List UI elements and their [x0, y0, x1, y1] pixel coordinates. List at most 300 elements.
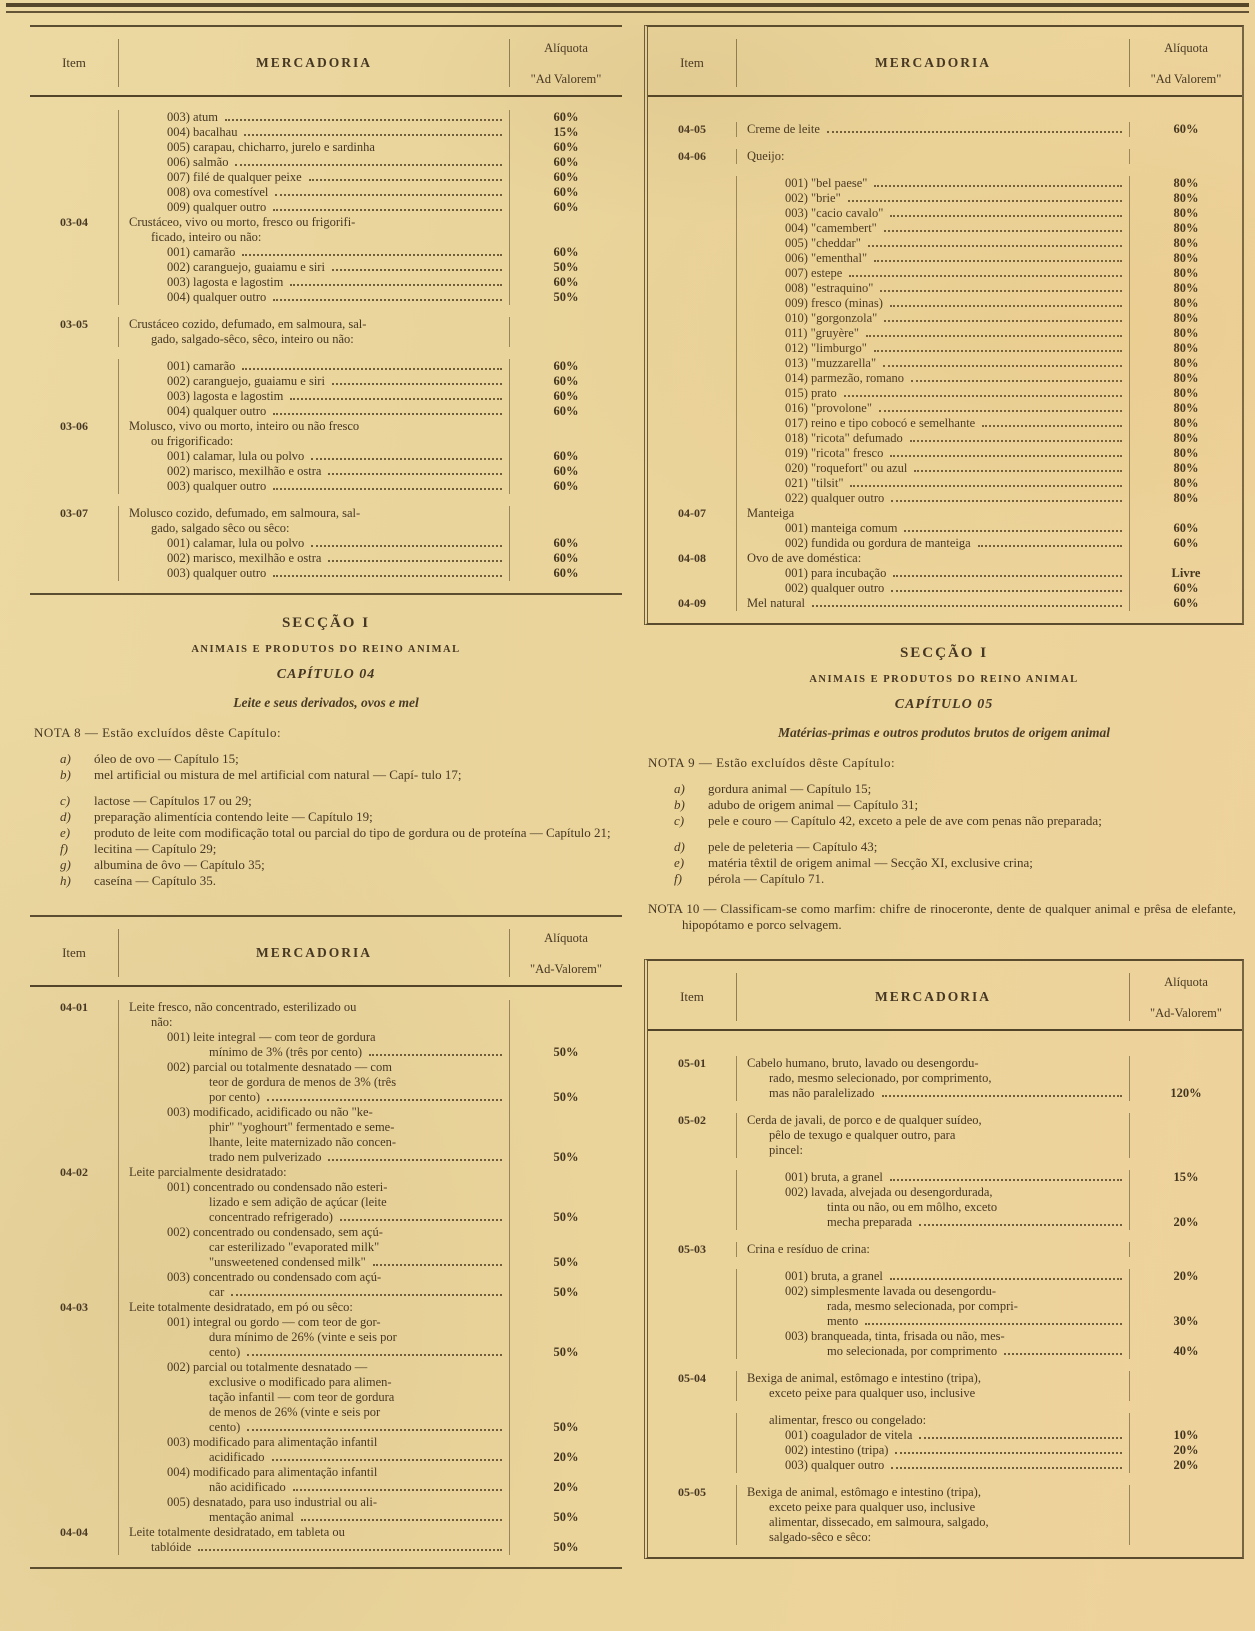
row-item-code [648, 1314, 737, 1329]
table-row [648, 371, 1242, 386]
dotted-leader [910, 440, 1122, 442]
table-row [30, 506, 622, 521]
table-row [648, 251, 1242, 266]
table-row [30, 1075, 622, 1090]
table-row [30, 1240, 622, 1255]
row-description-text: "unsweetened condensed milk" [209, 1255, 366, 1269]
row-description-text: mas não paralelizado [769, 1086, 875, 1100]
table-row [30, 1465, 622, 1480]
table-row [648, 236, 1242, 251]
note-item-letter: h) [60, 873, 71, 888]
table-header [648, 961, 1242, 1031]
row-description-text: Crustáceo cozido, defumado, em salmoura, sal- [129, 317, 367, 331]
rate-header-line2: "Ad Valorem" [530, 72, 602, 86]
row-item-code [648, 371, 737, 386]
row-description [119, 1435, 510, 1450]
note-item-letter: b) [674, 797, 685, 812]
row-description-text: 009) qualquer outro [167, 200, 267, 214]
row-rate: 30% [1173, 1314, 1199, 1328]
table-row [30, 1030, 622, 1045]
row-item-code [648, 1269, 737, 1284]
row-description-text: mentação animal [209, 1510, 295, 1524]
section-subtitle: ANIMAIS E PRODUTOS DO REINO ANIMAL [809, 674, 1079, 685]
table-row [30, 1360, 622, 1375]
column-header-merchandise: MERCADORIA [737, 39, 1130, 87]
table-row [30, 1510, 622, 1525]
row-rate: 50% [553, 1045, 579, 1059]
row-description [737, 206, 1130, 221]
row-item-code [648, 1500, 737, 1515]
table-row [648, 1500, 1242, 1515]
row-item-code [648, 431, 737, 446]
dotted-leader [982, 425, 1122, 427]
row-item-code: 04-08 [648, 551, 737, 566]
table-milk-products [30, 915, 622, 1569]
row-description [737, 581, 1130, 596]
row-description-text: 002) parcial ou totalmente desnatado — [167, 1360, 368, 1374]
dotted-leader [332, 269, 502, 271]
section-capitulo-04 [30, 595, 622, 903]
dotted-leader [890, 455, 1122, 457]
row-rate: 60% [553, 464, 579, 478]
row-rate: 80% [1173, 446, 1199, 460]
row-description-text: 002) caranguejo, guaiamu e siri [167, 374, 325, 388]
row-item-code: 05-01 [648, 1056, 737, 1071]
table-row [30, 1390, 622, 1405]
row-description [737, 1413, 1130, 1428]
row-rate: 80% [1173, 236, 1199, 250]
row-rate: 80% [1173, 401, 1199, 415]
row-rate: 20% [1173, 1215, 1199, 1229]
row-description-text: 002) "brie" [785, 191, 841, 205]
dotted-leader [904, 530, 1122, 532]
dotted-leader [879, 410, 1122, 412]
row-description [119, 1360, 510, 1375]
row-description [737, 221, 1130, 236]
row-item-code [648, 1071, 737, 1086]
row-description [737, 476, 1130, 491]
row-description [119, 170, 510, 185]
row-rate: 60% [553, 389, 579, 403]
row-description-text: Leite parcialmente desidratado: [129, 1165, 287, 1179]
chapter-description: Matérias-primas e outros produtos brutos de origem animal [778, 725, 1110, 740]
row-item-code [648, 1284, 737, 1299]
dotted-leader [290, 398, 502, 400]
row-rate: 20% [1173, 1458, 1199, 1472]
row-rate: 50% [553, 1540, 579, 1554]
table-row [648, 266, 1242, 281]
row-rate: 50% [553, 1420, 579, 1434]
row-item-code [30, 1255, 119, 1270]
note-item-text: pele e couro — Capítulo 42, exceto a pele de ave com penas não preparada; [708, 813, 1102, 828]
row-description-text: 003) lagosta e lagostim [167, 275, 284, 289]
note-item [60, 873, 612, 889]
chapter-title: CAPÍTULO 05 [894, 697, 994, 712]
row-description-text: 013) "muzzarella" [785, 356, 877, 370]
row-description [737, 1386, 1130, 1401]
row-description [119, 1270, 510, 1285]
dotted-leader [891, 590, 1122, 592]
dotted-leader [895, 1452, 1122, 1454]
row-item-code [648, 326, 737, 341]
row-item-code [648, 1344, 737, 1359]
table-row [30, 1255, 622, 1270]
row-item-code [30, 1480, 119, 1495]
row-description-text: 002) intestino (tripa) [785, 1443, 889, 1457]
row-description [119, 1480, 510, 1495]
dotted-leader [328, 473, 502, 475]
table-row [30, 1540, 622, 1555]
row-description [119, 521, 510, 536]
row-description-text: phir" "yoghourt" fermentado e seme- [209, 1120, 395, 1134]
row-description [119, 1090, 510, 1105]
row-rate: 60% [553, 185, 579, 199]
dotted-leader [309, 179, 502, 181]
row-description-text: 005) "cheddar" [785, 236, 861, 250]
row-description [737, 1299, 1130, 1314]
row-rate: 80% [1173, 296, 1199, 310]
row-description-text: pincel: [769, 1143, 804, 1157]
row-item-code [648, 416, 737, 431]
row-rate: 40% [1173, 1344, 1199, 1358]
row-description-text: 001) bruta, a granel [785, 1269, 883, 1283]
table-row [30, 215, 622, 230]
row-description-text: 010) "gorgonzola" [785, 311, 878, 325]
row-item-code [648, 1299, 737, 1314]
left-column [30, 13, 622, 1569]
section-capitulo-05 [644, 625, 1244, 947]
dotted-leader [369, 1054, 502, 1056]
row-item-code [30, 1225, 119, 1240]
row-rate: 80% [1173, 431, 1199, 445]
dotted-leader [891, 1467, 1122, 1469]
row-description [119, 317, 510, 332]
section-title: SECÇÃO I [899, 645, 989, 661]
dotted-leader [880, 290, 1122, 292]
row-description [737, 1344, 1130, 1359]
row-rate: 60% [553, 140, 579, 154]
column-header-rate [510, 39, 622, 87]
table-row [30, 110, 622, 125]
note-item [674, 871, 1234, 887]
dotted-leader [890, 215, 1122, 217]
row-description-text: ficado, inteiro ou não: [151, 230, 262, 244]
row-description [737, 1329, 1130, 1344]
row-description-text: 009) fresco (minas) [785, 296, 883, 310]
row-description [737, 1530, 1130, 1545]
row-description [119, 260, 510, 275]
table-body [30, 97, 622, 593]
table-row [648, 506, 1242, 521]
row-description-text: 017) reino e tipo cobocó e semelhante [785, 416, 976, 430]
note-item [60, 857, 612, 873]
row-rate: 60% [553, 374, 579, 388]
row-description-text: Cabelo humano, bruto, lavado ou desengordu- [747, 1056, 979, 1070]
nota-9-title: NOTA 9 — Estão excluídos dêste Capítulo: [648, 755, 896, 770]
row-description-text: não acidificado [209, 1480, 286, 1494]
row-description-text: exceto peixe para qualquer uso, inclusive [769, 1386, 976, 1400]
row-description [737, 1185, 1130, 1200]
row-description [119, 290, 510, 305]
dotted-leader [890, 1278, 1122, 1280]
table-row [648, 356, 1242, 371]
row-description [737, 1515, 1130, 1530]
row-rate: 80% [1173, 266, 1199, 280]
row-rate: 80% [1173, 176, 1199, 190]
row-description-text: 003) atum [167, 110, 219, 124]
dotted-leader [874, 185, 1122, 187]
row-item-code [30, 389, 119, 404]
table-row [648, 536, 1242, 551]
row-item-code [30, 1330, 119, 1345]
row-rate: 60% [553, 479, 579, 493]
table-header [30, 27, 622, 97]
row-description [737, 416, 1130, 431]
row-description-text: trado nem pulverizado [209, 1150, 322, 1164]
row-item-code [648, 206, 737, 221]
row-item-code [648, 1185, 737, 1200]
table-row [30, 1315, 622, 1330]
row-description-text: 001) para incubação [785, 566, 887, 580]
row-description [119, 1405, 510, 1420]
table-row [648, 281, 1242, 296]
row-description-text: Manteiga [747, 506, 795, 520]
note-item-letter: e) [60, 825, 71, 840]
row-item-code [648, 356, 737, 371]
row-description [119, 1060, 510, 1075]
row-rate: Livre [1171, 566, 1201, 580]
table-row [30, 200, 622, 215]
row-item-code [30, 1435, 119, 1450]
row-description-text: Molusco, vivo ou morto, inteiro ou não fresco [129, 419, 360, 433]
row-description [737, 1143, 1130, 1158]
table-row [30, 1345, 622, 1360]
row-rate: 60% [553, 404, 579, 418]
row-description [737, 1056, 1130, 1071]
note-item [60, 767, 612, 783]
column-header-item: Item [30, 39, 119, 87]
row-description [737, 341, 1130, 356]
row-rate: 80% [1173, 206, 1199, 220]
dotted-leader [328, 1159, 502, 1161]
note-item-text: gordura animal — Capítulo 15; [708, 781, 872, 796]
dotted-leader [340, 1219, 502, 1221]
table-row [30, 1150, 622, 1165]
row-description-text: mecha preparada [827, 1215, 913, 1229]
row-rate: 60% [553, 566, 579, 580]
row-description-text: mento [827, 1314, 859, 1328]
row-description-text: gado, salgado sêco ou sêco: [151, 521, 290, 535]
row-description-text: teor de gordura de menos de 3% (três [209, 1075, 397, 1089]
row-description [737, 1242, 1130, 1257]
row-description [119, 1300, 510, 1315]
row-item-code [30, 566, 119, 581]
table-row [30, 434, 622, 449]
row-item-code [648, 236, 737, 251]
row-item-code [30, 1060, 119, 1075]
table-row [648, 386, 1242, 401]
dotted-leader [225, 119, 502, 121]
row-description-text: alimentar, dissecado, em salmoura, salgado, [769, 1515, 989, 1529]
row-rate: 20% [553, 1480, 579, 1494]
nota-8-items [34, 751, 618, 889]
dotted-leader [267, 1099, 502, 1101]
row-description [737, 596, 1130, 611]
dotted-leader [882, 1095, 1122, 1097]
row-item-code [648, 1215, 737, 1230]
row-description-text: 016) "provolone" [785, 401, 872, 415]
table-row [648, 1515, 1242, 1530]
row-item-code [648, 251, 737, 266]
dotted-leader [273, 299, 502, 301]
row-item-code [648, 1428, 737, 1443]
row-description [119, 1240, 510, 1255]
row-description [737, 1284, 1130, 1299]
row-description [737, 431, 1130, 446]
row-description-text: 002) lavada, alvejada ou desengordurada, [785, 1185, 993, 1199]
row-description [119, 566, 510, 581]
row-item-code: 04-07 [648, 506, 737, 521]
dotted-leader [332, 383, 502, 385]
note-item [60, 825, 612, 841]
row-description [737, 266, 1130, 281]
row-description [737, 386, 1130, 401]
row-description-text: mínimo de 3% (três por cento) [209, 1045, 363, 1059]
row-description [119, 1015, 510, 1030]
row-item-code [648, 1458, 737, 1473]
note-item-text: preparação alimentícia contendo leite — Capítulo 19; [94, 809, 373, 824]
dotted-leader [235, 164, 502, 166]
dotted-leader [244, 134, 502, 136]
row-description [119, 1180, 510, 1195]
row-description-text: rado, mesmo selecionado, por comprimento, [769, 1071, 992, 1085]
dotted-leader [242, 254, 502, 256]
row-item-code [30, 1540, 119, 1555]
row-description-text: 004) bacalhau [167, 125, 238, 139]
note-item-text: óleo de ovo — Capítulo 15; [94, 751, 239, 766]
table-row [648, 1170, 1242, 1185]
note-item-letter: c) [674, 813, 685, 828]
row-rate: 60% [553, 536, 579, 550]
row-description-text: Leite fresco, não concentrado, esterilizado ou [129, 1000, 357, 1014]
table-row [30, 1285, 622, 1300]
dotted-leader [812, 605, 1122, 607]
table-row [30, 1480, 622, 1495]
row-description-text: Ovo de ave doméstica: [747, 551, 862, 565]
table-row [30, 419, 622, 434]
table-fish-crustaceans [30, 25, 622, 595]
row-description-text: 012) "limburgo" [785, 341, 867, 355]
table-row [648, 296, 1242, 311]
row-description-text: Bexiga de animal, estômago e intestino (tripa), [747, 1371, 981, 1385]
row-item-code [30, 1090, 119, 1105]
dotted-leader [978, 545, 1122, 547]
row-item-code [30, 110, 119, 125]
note-item-letter: a) [60, 751, 71, 766]
table-row [30, 1135, 622, 1150]
table-row [648, 491, 1242, 506]
row-description [119, 449, 510, 464]
row-item-code [30, 185, 119, 200]
row-rate: 60% [553, 245, 579, 259]
row-item-code [30, 1465, 119, 1480]
row-description-text: 001) coagulador de vitela [785, 1428, 913, 1442]
row-description [737, 1485, 1130, 1500]
row-rate: 10% [1173, 1428, 1199, 1442]
row-item-code [30, 1240, 119, 1255]
row-description-text: ou frigorificado: [151, 434, 234, 448]
dotted-leader [844, 395, 1122, 397]
row-description-text: 004) qualquer outro [167, 290, 267, 304]
row-description [737, 1086, 1130, 1101]
note-item-text: pérola — Capítulo 71. [708, 871, 825, 886]
table-row [648, 1113, 1242, 1128]
table-row [648, 1428, 1242, 1443]
row-description [119, 1255, 510, 1270]
dotted-leader [866, 335, 1122, 337]
column-header-merchandise: MERCADORIA [737, 973, 1130, 1021]
row-description [737, 1314, 1130, 1329]
table-row [30, 185, 622, 200]
table-row [30, 464, 622, 479]
row-item-code [30, 479, 119, 494]
row-description-text: Crina e resíduo de crina: [747, 1242, 870, 1256]
row-rate: 80% [1173, 461, 1199, 475]
row-description-text: 006) salmão [167, 155, 229, 169]
table-row [30, 1015, 622, 1030]
rate-header-line2: "Ad-Valorem" [530, 962, 602, 976]
row-item-code [30, 1180, 119, 1195]
note-item-text: mel artificial ou mistura de mel artificial com natural — Capí- tulo 17; [94, 767, 462, 782]
row-description [119, 332, 510, 347]
note-item [674, 797, 1234, 813]
row-item-code: 03-07 [30, 506, 119, 521]
row-description-text: Crustáceo, vivo ou morto, fresco ou frigorifi- [129, 215, 356, 229]
row-description [737, 521, 1130, 536]
table-row [648, 416, 1242, 431]
column-header-item: Item [648, 973, 737, 1021]
table-row [30, 1060, 622, 1075]
row-description-text: 001) manteiga comum [785, 521, 898, 535]
row-rate: 80% [1173, 251, 1199, 265]
row-rate: 50% [553, 1510, 579, 1524]
row-rate: 50% [553, 1345, 579, 1359]
row-description [119, 110, 510, 125]
row-item-code [30, 140, 119, 155]
row-description [737, 1371, 1130, 1386]
table-row [30, 521, 622, 536]
row-description [119, 215, 510, 230]
row-description [119, 200, 510, 215]
row-rate: 80% [1173, 191, 1199, 205]
column-header-rate [1130, 973, 1242, 1021]
row-description [119, 1285, 510, 1300]
row-description-text: 002) qualquer outro [785, 581, 885, 595]
row-rate: 50% [553, 1285, 579, 1299]
table-row [648, 1530, 1242, 1545]
chapter-title: CAPÍTULO 04 [276, 667, 376, 682]
row-description-text: 019) "ricota" fresco [785, 446, 884, 460]
row-description [737, 1269, 1130, 1284]
nota-8-title: NOTA 8 — Estão excluídos dêste Capítulo: [34, 725, 282, 740]
row-description-text: Molusco cozido, defumado, em salmoura, sal- [129, 506, 361, 520]
table-row [648, 1242, 1242, 1257]
row-item-code [648, 491, 737, 506]
rate-header-line2: "Ad Valorem" [1150, 72, 1222, 86]
row-description [119, 230, 510, 245]
row-description [737, 491, 1130, 506]
nota-9-items [648, 781, 1240, 887]
